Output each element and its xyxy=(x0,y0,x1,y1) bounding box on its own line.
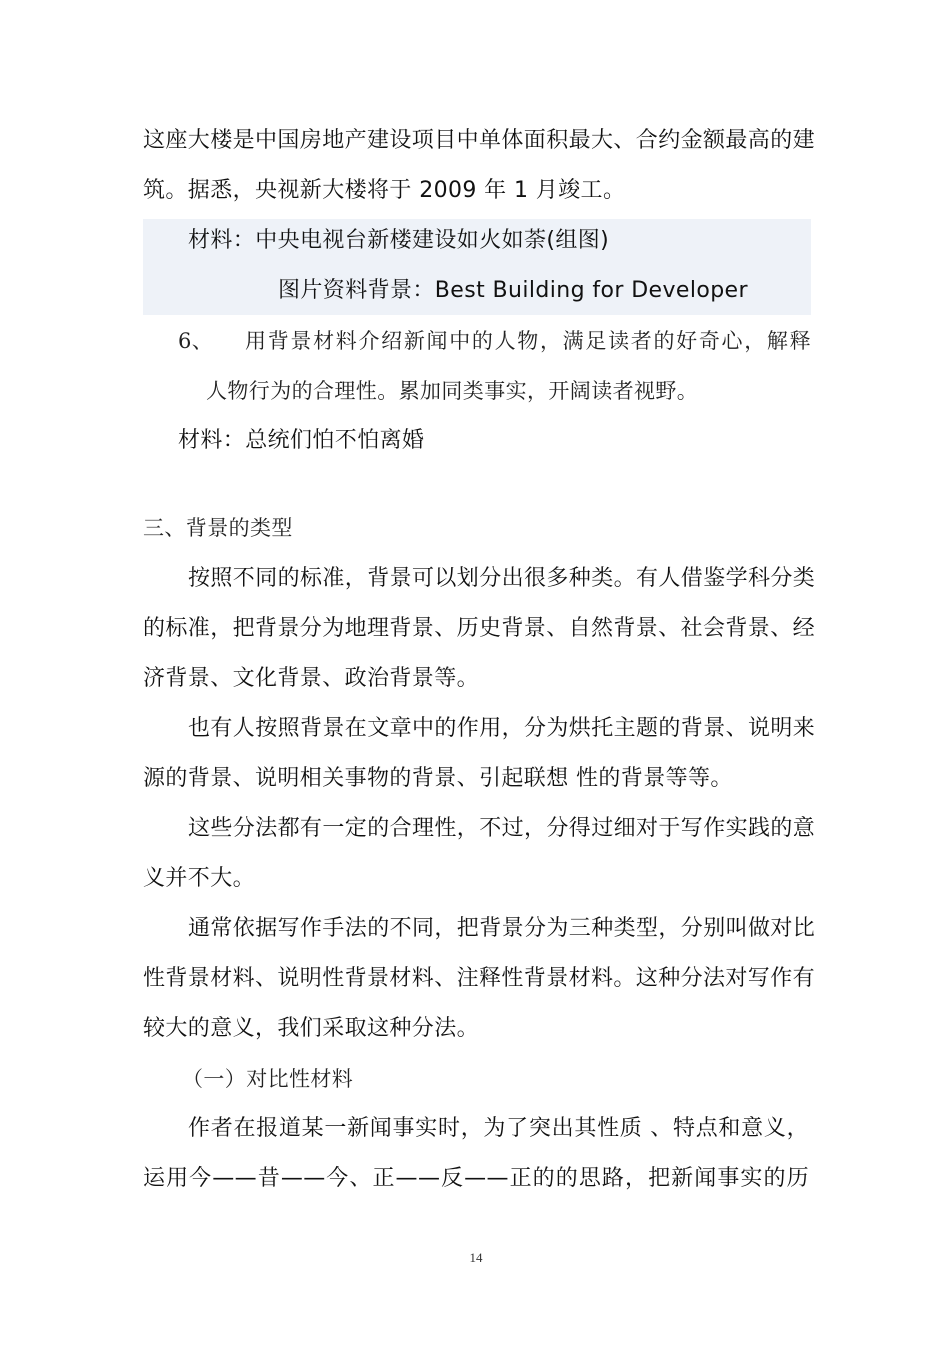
paragraph-line-16: 通常依据写作手法的不同，把背景分为三种类型，分别叫做对比 xyxy=(188,916,816,941)
paragraph-line-13: 源的背景、说明相关事物的背景、引起联想 性的背景等等。 xyxy=(143,766,733,791)
material-title-2: 材料：总统们怕不怕离婚 xyxy=(178,428,425,453)
material-title: 材料：中央电视台新楼建设如火如荼(组图) xyxy=(188,228,610,253)
paragraph-line-17: 性背景材料、说明性背景材料、注释性背景材料。这种分法对写作有 xyxy=(143,966,816,991)
paragraph-line-14: 这些分法都有一定的合理性，不过，分得过细对于写作实践的意 xyxy=(188,816,816,841)
paragraph-line-10: 的标准，把背景分为地理背景、历史背景、自然背景、社会背景、经 xyxy=(143,616,816,641)
material-source: 图片资料背景：Best Building for Developer xyxy=(278,278,748,303)
paragraph-line-21: 运用今——昔——今、正——反——正的的思路，把新闻事实的历 xyxy=(143,1166,809,1191)
paragraph-line-9: 按照不同的标准，背景可以划分出很多种类。有人借鉴学科分类 xyxy=(188,566,816,591)
paragraph-line-1: 这座大楼是中国房地产建设项目中单体面积最大、合约金额最高的建 xyxy=(143,128,816,153)
paragraph-line-20: 作者在报道某一新闻事实时，为了突出其性质 、特点和意义， xyxy=(188,1116,809,1141)
paragraph-line-15: 义并不大。 xyxy=(143,866,256,891)
list-item-number: 6、 xyxy=(178,329,214,353)
paragraph-line-18: 较大的意义，我们采取这种分法。 xyxy=(143,1016,480,1041)
paragraph-line-2: 筑。据悉，央视新大楼将于 2009 年 1 月竣工。 xyxy=(143,178,626,203)
page-number: 14 xyxy=(469,1250,483,1265)
list-item-text: 用背景材料介绍新闻中的人物，满足读者的好奇心，解释 xyxy=(245,329,811,353)
paragraph-line-11: 济背景、文化背景、政治背景等。 xyxy=(143,666,480,691)
section-heading: 三、背景的类型 xyxy=(143,516,293,540)
paragraph-line-12: 也有人按照背景在文章中的作用，分为烘托主题的背景、说明来 xyxy=(188,716,816,741)
list-item-continuation: 人物行为的合理性。累加同类事实，开阔读者视野。 xyxy=(206,379,699,403)
subsection-heading: （一）对比性材料 xyxy=(182,1067,354,1091)
